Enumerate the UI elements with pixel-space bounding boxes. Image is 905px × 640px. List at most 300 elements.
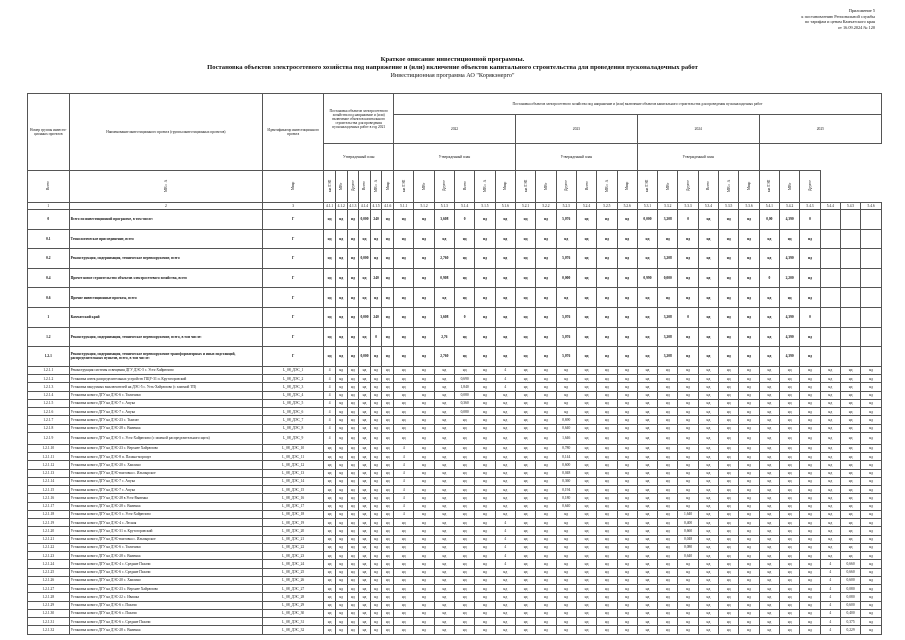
value-cell: 240: [370, 210, 382, 230]
value-cell: нд: [800, 626, 820, 634]
value-cell: 4: [495, 383, 515, 391]
value-cell: нд: [617, 307, 637, 327]
value-cell: нд: [556, 609, 576, 617]
value-cell: нд: [780, 560, 800, 568]
metric-header: [556, 171, 576, 203]
value-cell: нд: [515, 375, 535, 383]
table-row: [28, 453, 882, 461]
row-identifier: L_08_ДЭС_14: [263, 477, 324, 485]
value-cell: нд: [617, 552, 637, 560]
value-cell: нд: [335, 249, 347, 269]
value-cell: нд: [455, 432, 475, 444]
value-cell: нд: [347, 391, 359, 399]
value-cell: нд: [840, 477, 860, 485]
value-cell: нд: [536, 585, 556, 593]
value-cell: нд: [739, 510, 759, 518]
value-cell: нд: [678, 229, 698, 249]
value-cell: нд: [800, 366, 820, 374]
value-cell: нд: [359, 453, 371, 461]
value-cell: нд: [495, 288, 515, 308]
value-cell: нд: [359, 461, 371, 469]
row-identifier: L_08_ДЭС_7: [263, 416, 324, 424]
value-cell: 0,640: [556, 502, 576, 510]
value-cell: нд: [800, 576, 820, 584]
value-cell: нд: [382, 486, 394, 494]
value-cell: нд: [719, 527, 739, 535]
value-cell: нд: [394, 408, 414, 416]
value-cell: нд: [434, 477, 454, 485]
value-cell: нд: [536, 399, 556, 407]
table-row: [28, 527, 882, 535]
value-cell: нд: [678, 568, 698, 576]
value-cell: нд: [861, 560, 882, 568]
value-cell: нд: [556, 229, 576, 249]
value-cell: нд: [800, 535, 820, 543]
value-cell: нд: [556, 585, 576, 593]
value-cell: нд: [840, 416, 860, 424]
value-cell: нд: [434, 399, 454, 407]
index-cell: 5.4.2: [780, 203, 800, 210]
metric-header: [515, 171, 535, 203]
value-cell: 3,208: [658, 327, 678, 347]
value-cell: нд: [455, 416, 475, 424]
value-cell: нд: [335, 383, 347, 391]
value-cell: нд: [800, 453, 820, 461]
index-cell: 5.3.3: [678, 203, 698, 210]
value-cell: нд: [739, 568, 759, 576]
value-cell: нд: [759, 502, 779, 510]
value-cell: нд: [637, 494, 657, 502]
value-cell: нд: [434, 543, 454, 551]
value-cell: нд: [658, 535, 678, 543]
metric-label: Мвар: [625, 181, 630, 191]
value-cell: нд: [597, 626, 617, 634]
value-cell: нд: [515, 391, 535, 399]
value-cell: 4: [495, 552, 515, 560]
value-cell: нд: [335, 601, 347, 609]
row-number: 1.2.1.30: [28, 609, 70, 617]
value-cell: нд: [698, 527, 718, 535]
value-cell: нд: [335, 576, 347, 584]
value-cell: нд: [800, 601, 820, 609]
row-number: 1.2.1.11: [28, 453, 70, 461]
value-cell: нд: [394, 424, 414, 432]
value-cell: нд: [739, 486, 759, 494]
value-cell: нд: [719, 453, 739, 461]
value-cell: нд: [394, 560, 414, 568]
value-cell: нд: [359, 502, 371, 510]
metric-label: км ЛЭП: [523, 179, 528, 193]
value-cell: нд: [394, 568, 414, 576]
value-cell: нд: [370, 502, 382, 510]
value-cell: нд: [759, 552, 779, 560]
value-cell: нд: [759, 453, 779, 461]
value-cell: нд: [759, 383, 779, 391]
row-identifier: L_08_ДЭС_12: [263, 461, 324, 469]
value-cell: 0,780: [556, 444, 576, 452]
value-cell: нд: [800, 432, 820, 444]
value-cell: нд: [576, 249, 596, 269]
value-cell: нд: [739, 416, 759, 424]
value-cell: нд: [394, 210, 414, 230]
value-cell: нд: [434, 444, 454, 452]
index-cell: 5.3.1: [637, 203, 657, 210]
value-cell: нд: [698, 618, 718, 626]
value-cell: 2,760: [434, 249, 454, 269]
value-cell: нд: [394, 375, 414, 383]
row-name: Установка нового ДГУ на ДЭС-28 с. Вывенка: [69, 424, 262, 432]
value-cell: 0,080: [678, 543, 698, 551]
value-cell: 0,360: [455, 399, 475, 407]
value-cell: нд: [637, 568, 657, 576]
value-cell: нд: [576, 618, 596, 626]
value-cell: нд: [637, 416, 657, 424]
value-cell: нд: [719, 383, 739, 391]
value-cell: нд: [382, 416, 394, 424]
value-cell: нд: [475, 626, 495, 634]
row-name: Установка нового ДГУ на ДЭС-6 с. Тиличики: [69, 391, 262, 399]
year-header: 2025: [759, 115, 881, 144]
value-cell: нд: [324, 519, 336, 527]
value-cell: нд: [820, 519, 840, 527]
value-cell: нд: [800, 461, 820, 469]
metric-label: Другое: [564, 180, 569, 192]
value-cell: нд: [658, 568, 678, 576]
index-cell: 2: [69, 203, 262, 210]
value-cell: нд: [414, 510, 434, 518]
index-cell: 5.1.5: [475, 203, 495, 210]
row-number: 1.2.1.26: [28, 576, 70, 584]
value-cell: нд: [455, 519, 475, 527]
value-cell: нд: [637, 510, 657, 518]
value-cell: нд: [434, 424, 454, 432]
metric-label: Другое: [686, 180, 691, 192]
value-cell: нд: [370, 288, 382, 308]
value-cell: нд: [515, 268, 535, 288]
value-cell: нд: [800, 347, 820, 367]
value-cell: нд: [475, 601, 495, 609]
value-cell: нд: [394, 626, 414, 634]
value-cell: нд: [861, 494, 882, 502]
index-cell: 5.4.6: [861, 203, 882, 210]
value-cell: нд: [324, 585, 336, 593]
value-cell: нд: [637, 601, 657, 609]
value-cell: нд: [370, 576, 382, 584]
value-cell: нд: [780, 444, 800, 452]
value-cell: нд: [780, 461, 800, 469]
value-cell: нд: [335, 399, 347, 407]
value-cell: нд: [536, 288, 556, 308]
value-cell: нд: [637, 347, 657, 367]
row-identifier: L_08_ДЭС_18: [263, 510, 324, 518]
value-cell: нд: [617, 543, 637, 551]
metric-header: [335, 171, 347, 203]
value-cell: нд: [678, 375, 698, 383]
value-cell: нд: [698, 609, 718, 617]
value-cell: нд: [495, 593, 515, 601]
value-cell: нд: [637, 502, 657, 510]
value-cell: 4: [495, 375, 515, 383]
value-cell: нд: [861, 416, 882, 424]
value-cell: нд: [658, 494, 678, 502]
value-cell: нд: [536, 461, 556, 469]
metric-header: [359, 171, 371, 203]
value-cell: нд: [576, 408, 596, 416]
value-cell: нд: [800, 408, 820, 416]
value-cell: нд: [536, 626, 556, 634]
value-cell: нд: [324, 461, 336, 469]
value-cell: нд: [780, 229, 800, 249]
value-cell: нд: [658, 560, 678, 568]
value-cell: нд: [637, 366, 657, 374]
row-name: Реконструкция, модернизация, техническое перевооружение, всего, в том числе:: [69, 327, 262, 347]
value-cell: нд: [780, 519, 800, 527]
value-cell: нд: [637, 486, 657, 494]
value-cell: нд: [820, 543, 840, 551]
value-cell: нд: [739, 249, 759, 269]
value-cell: 0,690: [455, 375, 475, 383]
value-cell: 4: [324, 399, 336, 407]
value-cell: 4: [324, 432, 336, 444]
value-cell: нд: [576, 560, 596, 568]
value-cell: нд: [515, 543, 535, 551]
value-cell: нд: [780, 375, 800, 383]
value-cell: нд: [780, 609, 800, 617]
value-cell: нд: [617, 391, 637, 399]
year-header: 2024: [637, 115, 759, 144]
value-cell: нд: [495, 494, 515, 502]
value-cell: нд: [719, 210, 739, 230]
value-cell: 0,080: [455, 408, 475, 416]
value-cell: нд: [382, 347, 394, 367]
value-cell: нд: [414, 424, 434, 432]
value-cell: нд: [780, 486, 800, 494]
index-cell: 5.2.6: [617, 203, 637, 210]
row-name: Установка нового ДГУ на ДЭС-6 с. Средние Пахачи: [69, 618, 262, 626]
value-cell: нд: [394, 552, 414, 560]
value-cell: [820, 288, 840, 308]
value-cell: нд: [324, 626, 336, 634]
value-cell: нд: [861, 469, 882, 477]
value-cell: нд: [658, 366, 678, 374]
value-cell: нд: [698, 585, 718, 593]
index-cell: 5.1.2: [414, 203, 434, 210]
value-cell: нд: [536, 347, 556, 367]
value-cell: нд: [800, 543, 820, 551]
value-cell: нд: [455, 543, 475, 551]
value-cell: нд: [347, 543, 359, 551]
value-cell: нд: [536, 543, 556, 551]
value-cell: нд: [515, 494, 535, 502]
value-cell: нд: [475, 288, 495, 308]
value-cell: нд: [617, 502, 637, 510]
value-cell: нд: [576, 576, 596, 584]
value-cell: нд: [556, 527, 576, 535]
row-name: Установка нового ДГУ на ДЭС-6 с. Пахачи: [69, 609, 262, 617]
table-row: [28, 552, 882, 560]
value-cell: нд: [820, 527, 840, 535]
value-cell: 0,375: [840, 618, 860, 626]
value-cell: нд: [597, 510, 617, 518]
value-cell: нд: [698, 453, 718, 461]
value-cell: нд: [370, 347, 382, 367]
value-cell: нд: [536, 494, 556, 502]
value-cell: нд: [335, 408, 347, 416]
value-cell: нд: [382, 399, 394, 407]
value-cell: нд: [455, 229, 475, 249]
row-name: Установка нового ДГУ на ДЭС-22 с. Ивашка: [69, 593, 262, 601]
row-number: 1.2.1.6: [28, 408, 70, 416]
value-cell: нд: [495, 229, 515, 249]
value-cell: нд: [495, 268, 515, 288]
metric-label: Другое: [350, 180, 355, 192]
value-cell: нд: [370, 560, 382, 568]
value-cell: [861, 229, 882, 249]
value-cell: 4: [820, 601, 840, 609]
document-subtitle: Постановка объектов электросетевого хозяйства под напряжение и (или) включение объектов капитального строительства для проведения пусконаладочных работ: [207, 64, 698, 71]
value-cell: нд: [359, 560, 371, 568]
value-cell: нд: [495, 510, 515, 518]
value-cell: нд: [335, 535, 347, 543]
value-cell: нд: [324, 453, 336, 461]
value-cell: нд: [820, 391, 840, 399]
value-cell: 5,076: [556, 307, 576, 327]
value-cell: нд: [370, 461, 382, 469]
value-cell: нд: [597, 576, 617, 584]
value-cell: нд: [637, 527, 657, 535]
value-cell: нд: [576, 477, 596, 485]
value-cell: нд: [658, 399, 678, 407]
value-cell: нд: [861, 576, 882, 584]
value-cell: нд: [414, 601, 434, 609]
value-cell: нд: [658, 453, 678, 461]
value-cell: нд: [434, 502, 454, 510]
row-name: Установка нового ДГУ на ДЭС-4 с. Лесная: [69, 519, 262, 527]
value-cell: нд: [597, 552, 617, 560]
value-cell: нд: [698, 288, 718, 308]
value-cell: нд: [719, 510, 739, 518]
value-cell: нд: [576, 585, 596, 593]
value-cell: нд: [658, 229, 678, 249]
value-cell: нд: [800, 477, 820, 485]
value-cell: нд: [840, 527, 860, 535]
value-cell: нд: [370, 366, 382, 374]
value-cell: нд: [617, 461, 637, 469]
value-cell: 0,194: [556, 486, 576, 494]
value-cell: нд: [719, 560, 739, 568]
value-cell: нд: [347, 268, 359, 288]
value-cell: нд: [698, 432, 718, 444]
value-cell: нд: [861, 461, 882, 469]
value-cell: нд: [597, 375, 617, 383]
value-cell: нд: [617, 609, 637, 617]
value-cell: нд: [759, 444, 779, 452]
value-cell: нд: [800, 229, 820, 249]
row-identifier: L_08_ДЭС_27: [263, 585, 324, 593]
value-cell: нд: [840, 399, 860, 407]
value-cell: нд: [719, 502, 739, 510]
value-cell: нд: [597, 416, 617, 424]
value-cell: нд: [759, 543, 779, 551]
value-cell: нд: [800, 527, 820, 535]
value-cell: нд: [475, 568, 495, 576]
value-cell: нд: [515, 432, 535, 444]
value-cell: нд: [556, 552, 576, 560]
value-cell: нд: [719, 576, 739, 584]
value-cell: нд: [414, 327, 434, 347]
table-row: [28, 535, 882, 543]
value-cell: нд: [820, 399, 840, 407]
value-cell: нд: [536, 432, 556, 444]
value-cell: нд: [820, 502, 840, 510]
value-cell: нд: [840, 519, 860, 527]
value-cell: нд: [698, 444, 718, 452]
metric-label: км ЛЭП: [327, 179, 332, 193]
value-cell: нд: [515, 229, 535, 249]
value-cell: нд: [617, 576, 637, 584]
row-identifier: L_08_ДЭС_9: [263, 432, 324, 444]
value-cell: нд: [678, 432, 698, 444]
value-cell: нд: [347, 477, 359, 485]
value-cell: 4,390: [780, 210, 800, 230]
value-cell: нд: [739, 601, 759, 609]
value-cell: нд: [576, 444, 596, 452]
metric-header: [719, 171, 739, 203]
value-cell: нд: [617, 444, 637, 452]
value-cell: нд: [382, 585, 394, 593]
value-cell: нд: [414, 519, 434, 527]
value-cell: нд: [698, 375, 718, 383]
value-cell: 0,000: [556, 268, 576, 288]
value-cell: 4: [820, 576, 840, 584]
metric-label: Всего: [362, 181, 367, 191]
value-cell: нд: [475, 527, 495, 535]
value-cell: нд: [637, 383, 657, 391]
row-number: 1.2.1: [28, 347, 70, 367]
value-cell: нд: [536, 268, 556, 288]
value-cell: нд: [335, 347, 347, 367]
value-cell: 0,690: [556, 416, 576, 424]
value-cell: нд: [698, 568, 718, 576]
value-cell: нд: [780, 568, 800, 576]
value-cell: нд: [637, 229, 657, 249]
value-cell: 4: [394, 510, 414, 518]
value-cell: нд: [759, 347, 779, 367]
value-cell: нд: [678, 469, 698, 477]
value-cell: нд: [515, 527, 535, 535]
value-cell: нд: [780, 552, 800, 560]
row-name: Установка нового ДГУ на ДЭС-31 п. Крутогоровский: [69, 527, 262, 535]
value-cell: 4: [820, 618, 840, 626]
value-cell: нд: [475, 609, 495, 617]
value-cell: 0,990: [637, 268, 657, 288]
value-cell: нд: [739, 391, 759, 399]
value-cell: нд: [719, 249, 739, 269]
value-cell: нд: [382, 519, 394, 527]
value-cell: нд: [515, 502, 535, 510]
value-cell: нд: [324, 229, 336, 249]
value-cell: 0: [678, 307, 698, 327]
row-name: Камчатский край: [69, 307, 262, 327]
index-cell: 4.1.1: [324, 203, 336, 210]
value-cell: нд: [637, 543, 657, 551]
value-cell: нд: [495, 307, 515, 327]
value-cell: 4: [324, 416, 336, 424]
value-cell: нд: [335, 552, 347, 560]
value-cell: нд: [414, 477, 434, 485]
value-cell: нд: [324, 560, 336, 568]
value-cell: нд: [455, 327, 475, 347]
